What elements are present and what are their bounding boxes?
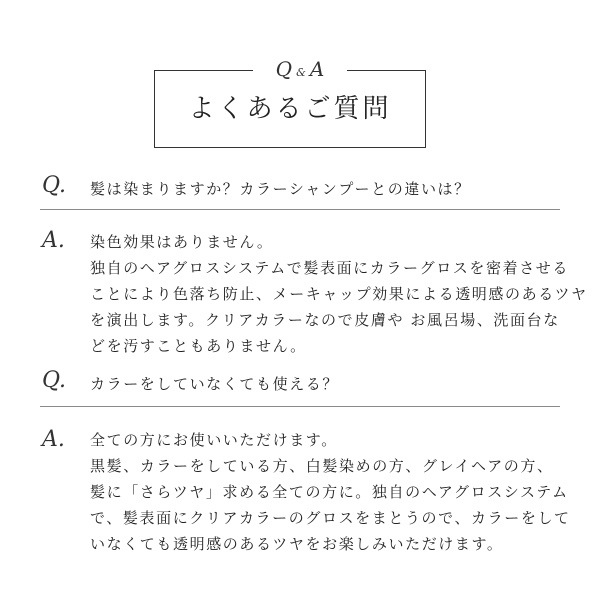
- answer-line: で、髪表面にクリアカラーのグロスをまとうので、カラーをして: [90, 509, 571, 527]
- question-marker: Q.: [42, 368, 66, 393]
- answer-marker: A.: [42, 228, 65, 253]
- answer-marker: A.: [42, 427, 65, 452]
- qa-label-amp: &: [296, 66, 306, 79]
- answer-line: どを汚すこともありません。: [90, 337, 307, 355]
- answer-line: ことにより色落ち防止、メーキャップ効果による透明感のあるツヤ: [90, 285, 588, 303]
- qa-label-q: Q: [275, 57, 293, 81]
- answer-line: 髪に「さらツヤ」求める全ての方に。独自のヘアグロスシステム: [90, 483, 569, 501]
- divider: [40, 209, 560, 210]
- question-text: カラーをしていなくても使える？: [90, 375, 340, 393]
- answer-text: [90, 229, 588, 359]
- answer-line: を演出します。クリアカラーなので皮膚や お風呂場、洗面台な: [90, 311, 560, 329]
- question-marker: Q.: [42, 173, 66, 198]
- answer-text: [90, 427, 570, 557]
- answer-line: 独自のヘアグロスシステムで髪表面にカラーグロスを密着させる: [90, 259, 570, 277]
- question-text: 髪は染まりますか？カラーシャンプーとの違いは？: [90, 180, 471, 198]
- answer-line: 黒髪、カラーをしている方、白髪染めの方、グレイヘアの方、: [90, 457, 554, 475]
- divider: [40, 406, 560, 407]
- answer-line: 染色効果はありません。: [90, 233, 274, 251]
- answer-line: 全ての方にお使いいただけます。: [90, 431, 338, 449]
- answer-line: いなくても透明感のあるツヤをお楽しみいただけます。: [90, 535, 504, 553]
- page-title: よくあるご質問: [188, 94, 392, 124]
- qa-label-a: A: [309, 57, 325, 81]
